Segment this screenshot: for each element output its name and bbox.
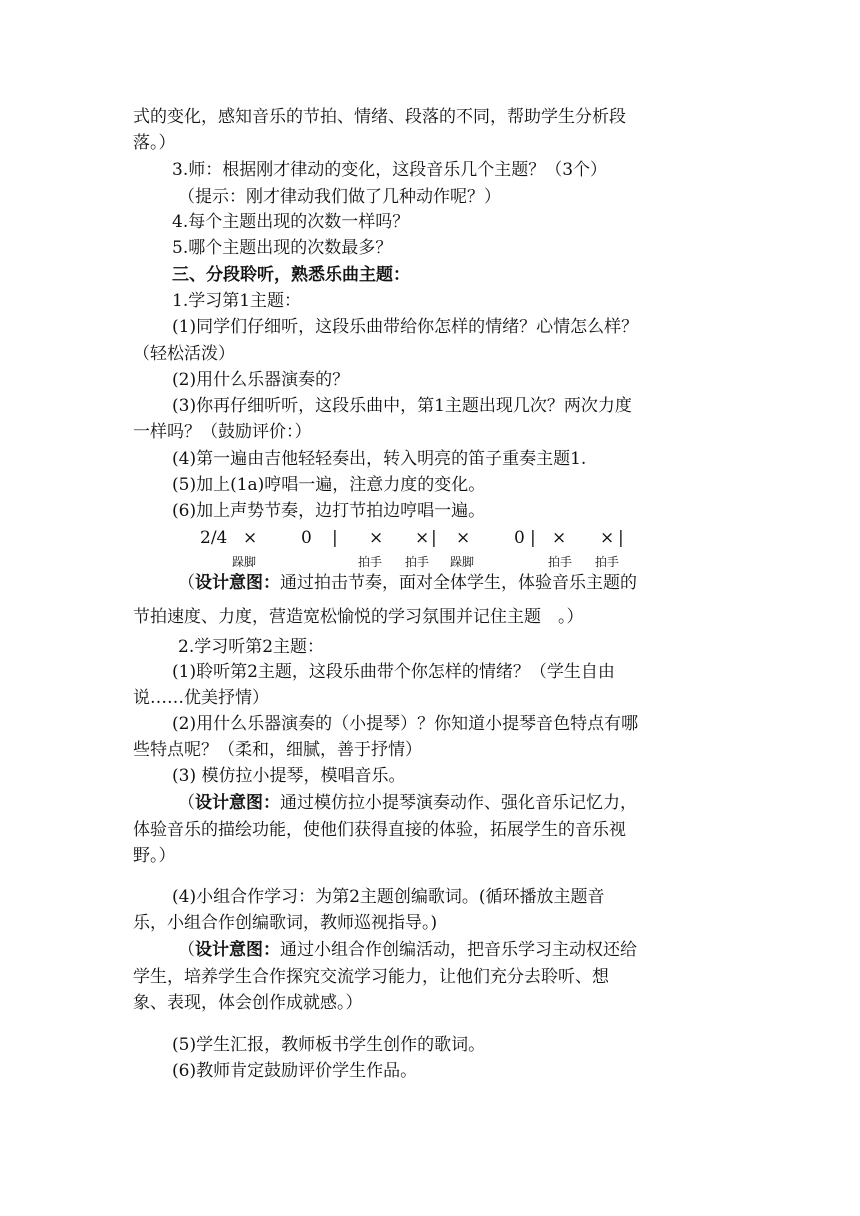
- design-intent-text: 通过拍击节奏，面对全体学生，体验音乐主题的: [280, 573, 637, 593]
- text-line: (6)教师肯定鼓励评价学生作品。: [172, 1061, 418, 1081]
- text-line: 乐，小组合作创编歌词，教师巡视指导。): [133, 913, 438, 933]
- rhythm-note: ×: [243, 528, 258, 548]
- rhythm-label: 跺脚: [232, 555, 257, 569]
- text-line: （轻松活泼）: [133, 344, 235, 364]
- design-intent-text: 通过模仿拉小提琴演奏动作、强化音乐记忆力，: [280, 793, 637, 813]
- text-line: 5.哪个主题出现的次数最多？: [172, 238, 393, 258]
- design-intent: （设计意图：通过拍击节奏，面对全体学生，体验音乐主题的: [178, 573, 637, 593]
- barline: |: [530, 528, 536, 548]
- barline: |: [332, 528, 338, 548]
- rhythm-note: ×: [552, 528, 567, 548]
- text-line: (4)第一遍由吉他轻轻奏出，转入明亮的笛子重奏主题1.: [172, 449, 587, 469]
- section-heading: 三、分段聆听，熟悉乐曲主题：: [172, 265, 410, 285]
- time-signature: 2/4: [200, 528, 228, 548]
- text-line: 式的变化，感知音乐的节拍、情绪、段落的不同，帮助学生分析段: [133, 107, 626, 127]
- text-line: (5)加上(1a)哼唱一遍，注意力度的变化。: [172, 475, 486, 495]
- rhythm-note: 0: [514, 528, 525, 548]
- text-line: （提示：刚才律动我们做了几种动作呢？）: [178, 187, 501, 207]
- text-line: 3.师：根据刚才律动的变化，这段音乐几个主题？（3个）: [172, 160, 608, 180]
- rhythm-label: 拍手: [595, 555, 620, 569]
- text-line: 象、表现，体会创作成就感。）: [133, 993, 363, 1013]
- text-line: 节拍速度、力度，营造宽松愉悦的学习氛围并记住主题 。）: [133, 607, 584, 627]
- rhythm-note: ×: [369, 528, 384, 548]
- design-intent-label: 设计意图：: [195, 793, 280, 813]
- text-line: (3)你再仔细听听，这段乐曲中，第1主题出现几次？两次力度: [172, 396, 632, 416]
- design-intent: （设计意图：通过模仿拉小提琴演奏动作、强化音乐记忆力，: [178, 793, 637, 813]
- text-line: 一样吗？（鼓励评价：）: [133, 422, 312, 442]
- rhythm-note: 0: [301, 528, 312, 548]
- text-line: 些特点呢？（柔和，细腻，善于抒情）: [133, 740, 422, 760]
- text-line: (1)聆听第2主题，这段乐曲带个你怎样的情绪？（学生自由: [172, 662, 615, 682]
- design-intent-label: 设计意图：: [195, 940, 280, 960]
- text-line: (4)小组合作学习：为第2主题创编歌词。(循环播放主题音: [172, 887, 605, 907]
- text-line: (2)用什么乐器演奏的（小提琴）？你知道小提琴音色特点有哪: [172, 714, 639, 734]
- text-line: 1.学习第1主题：: [172, 291, 302, 311]
- barline: |: [431, 528, 437, 548]
- text-line: 野。）: [133, 846, 176, 866]
- text-line: (2)用什么乐器演奏的？: [172, 370, 350, 390]
- text-line: (3) 模仿拉小提琴，模唱音乐。: [172, 766, 406, 786]
- rhythm-note: ×: [456, 528, 471, 548]
- text-line: 说……优美抒情）: [133, 688, 269, 708]
- text-line: (5)学生汇报，教师板书学生创作的歌词。: [172, 1035, 486, 1055]
- rhythm-note: ×: [415, 528, 430, 548]
- text-line: (1)同学们仔细听，这段乐曲带给你怎样的情绪？心情怎么样？: [172, 317, 639, 337]
- text-line: 落。）: [133, 133, 176, 153]
- rhythm-label: 拍手: [358, 555, 383, 569]
- design-intent: （设计意图：通过小组合作创编活动，把音乐学习主动权还给: [178, 940, 637, 960]
- text-line: 体验音乐的描绘功能，使他们获得直接的体验，拓展学生的音乐视: [133, 820, 626, 840]
- text-line: 学生，培养学生合作探究交流学习能力，让他们充分去聆听、想: [133, 967, 609, 987]
- text-line: 4.每个主题出现的次数一样吗？: [172, 212, 410, 232]
- barline: |: [618, 528, 624, 548]
- rhythm-label: 跺脚: [450, 555, 475, 569]
- design-intent-label: 设计意图：: [195, 573, 280, 593]
- rhythm-note: ×: [600, 528, 615, 548]
- design-intent-text: 通过小组合作创编活动，把音乐学习主动权还给: [280, 940, 637, 960]
- rhythm-label: 拍手: [548, 555, 573, 569]
- text-line: 2.学习听第2主题：: [178, 637, 325, 657]
- text-line: (6)加上声势节奏，边打节拍边哼唱一遍。: [172, 501, 486, 521]
- rhythm-label: 拍手: [405, 555, 430, 569]
